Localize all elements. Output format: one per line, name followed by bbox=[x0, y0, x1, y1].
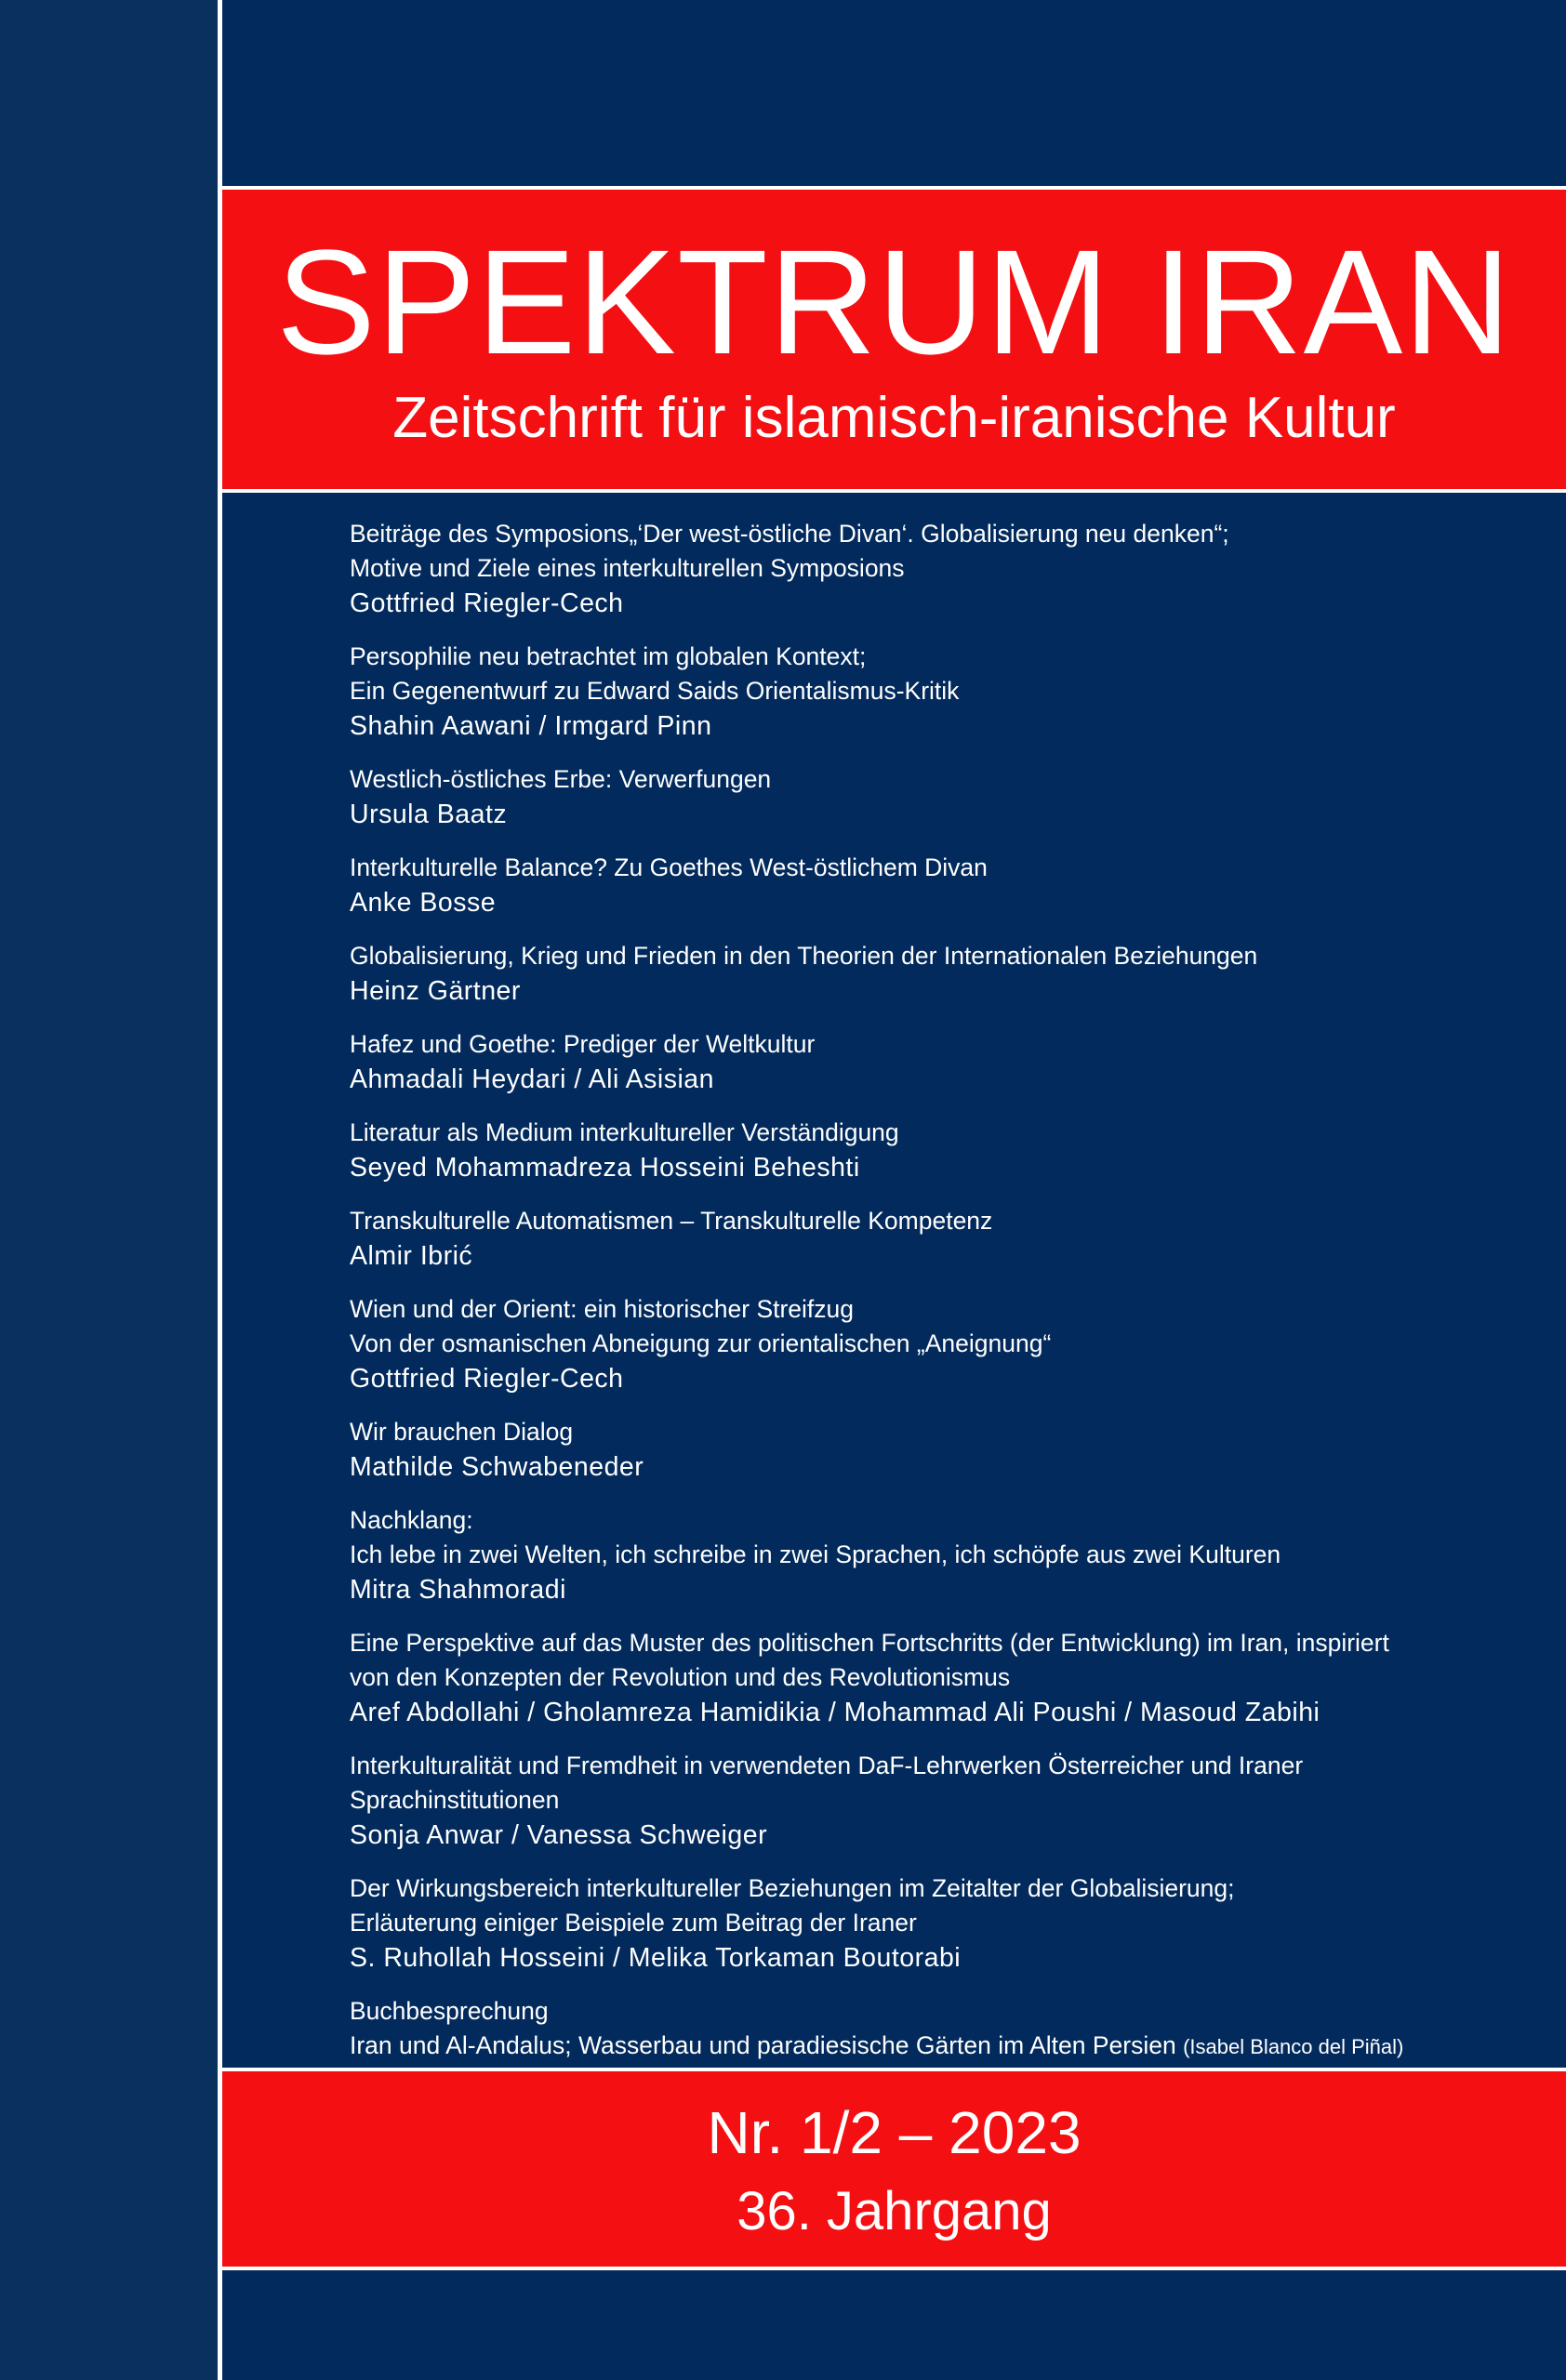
journal-subtitle: Zeitschrift für islamisch-iranische Kultur bbox=[392, 386, 1396, 450]
article-title-text: Beiträge des Symposions„‘Der west-östliche Divan‘. Globalisierung neu denken“; bbox=[350, 520, 1229, 548]
article-title-text: Persophilie neu betrachtet im globalen Kontext; bbox=[350, 642, 867, 670]
article-title-line bbox=[350, 1626, 1493, 1660]
article-title-text: Literatur als Medium interkultureller Verständigung bbox=[350, 1118, 899, 1146]
article-author: Mitra Shahmoradi bbox=[350, 1575, 566, 1605]
article-title-text: Von der osmanischen Abneigung zur orientalischen „Aneignung“ bbox=[350, 1329, 1052, 1357]
article-title-text: Iran und Al-Andalus; Wasserbau und paradiesische Gärten im Alten Persien bbox=[350, 2031, 1176, 2059]
toc-entry bbox=[350, 939, 1493, 1010]
article-title-line bbox=[350, 1292, 1493, 1327]
article-title-line bbox=[350, 939, 1493, 973]
article-author: Anke Bosse bbox=[350, 888, 497, 918]
article-title-line bbox=[350, 1783, 1493, 1818]
journal-title: SPEKTRUM IRAN bbox=[276, 218, 1512, 385]
article-author: Heinz Gärtner bbox=[350, 976, 521, 1006]
article-author: Aref Abdollahi / Gholamreza Hamidikia / Mohammad Ali Poushi / Masoud Zabihi bbox=[350, 1698, 1320, 1727]
article-title-line bbox=[350, 851, 1493, 885]
article-title-line bbox=[350, 1871, 1493, 1906]
article-title-text: Ich lebe in zwei Welten, ich schreibe in zwei Sprachen, ich schöpfe aus zwei Kulturen bbox=[350, 1540, 1281, 1568]
article-title-line bbox=[350, 1538, 1493, 1572]
article-author: Mathilde Schwabeneder bbox=[350, 1452, 644, 1482]
toc-entry bbox=[350, 1503, 1493, 1608]
article-author: Sonja Anwar / Vanessa Schweiger bbox=[350, 1820, 768, 1850]
article-title-text: Erläuterung einiger Beispiele zum Beitrag der Iraner bbox=[350, 1909, 917, 1937]
toc-entry bbox=[350, 1027, 1493, 1098]
article-title-text: Hafez und Goethe: Prediger der Weltkultur bbox=[350, 1030, 816, 1058]
toc-entry bbox=[350, 1415, 1493, 1486]
toc-entry bbox=[350, 1292, 1493, 1397]
article-author: Ursula Baatz bbox=[350, 800, 508, 829]
article-title-text: Nachklang: bbox=[350, 1506, 473, 1534]
article-title-line bbox=[350, 1116, 1493, 1150]
toc-entry bbox=[350, 1871, 1493, 1977]
article-title-line bbox=[350, 1906, 1493, 1940]
article-title-line bbox=[350, 1027, 1493, 1062]
article-title-text: Eine Perspektive auf das Muster des politischen Fortschritts (der Entwicklung) im Iran, inspiriert bbox=[350, 1629, 1389, 1657]
article-title-line bbox=[350, 551, 1493, 586]
toc-entry bbox=[350, 851, 1493, 921]
article-title-line bbox=[350, 674, 1493, 708]
volume-year: 36. Jahrgang bbox=[737, 2181, 1052, 2241]
article-title-text: Der Wirkungsbereich interkultureller Beziehungen im Zeitalter der Globalisierung; bbox=[350, 1874, 1235, 1902]
issue-banner bbox=[222, 2068, 1566, 2270]
title-banner bbox=[222, 186, 1566, 493]
toc-entry bbox=[350, 1204, 1493, 1275]
toc-entry bbox=[350, 1749, 1493, 1854]
article-title-line bbox=[350, 1994, 1493, 2029]
article-title-line bbox=[350, 1660, 1493, 1695]
toc-entry bbox=[350, 762, 1493, 833]
article-title-text: Globalisierung, Krieg und Frieden in den Theorien der Internationalen Beziehungen bbox=[350, 942, 1258, 970]
article-title-line bbox=[350, 640, 1493, 674]
toc-entry bbox=[350, 1116, 1493, 1186]
article-title-text: Westlich-östliches Erbe: Verwerfungen bbox=[350, 765, 772, 793]
article-title-line bbox=[350, 1415, 1493, 1449]
article-title-text: Sprachinstitutionen bbox=[350, 1786, 560, 1814]
article-title-line bbox=[350, 1749, 1493, 1783]
book-spine bbox=[0, 0, 218, 2380]
article-author: Shahin Aawani / Irmgard Pinn bbox=[350, 711, 712, 741]
article-title-line bbox=[350, 762, 1493, 797]
article-author: Gottfried Riegler-Cech bbox=[350, 1364, 624, 1394]
article-author: Gottfried Riegler-Cech bbox=[350, 588, 624, 618]
article-title-text: von den Konzepten der Revolution und des Revolutionismus bbox=[350, 1663, 1011, 1691]
book-author-note: (Isabel Blanco del Piñal) bbox=[1183, 2035, 1404, 2058]
toc-entry bbox=[350, 1626, 1493, 1731]
article-title-text: Motive und Ziele eines interkulturellen Symposions bbox=[350, 554, 905, 582]
article-author: S. Ruhollah Hosseini / Melika Torkaman Boutorabi bbox=[350, 1943, 962, 1973]
article-title-text: Buchbesprechung bbox=[350, 1997, 549, 2025]
article-title-text: Wien und der Orient: ein historischer Streifzug bbox=[350, 1295, 855, 1323]
article-title-text: Interkulturelle Balance? Zu Goethes West-östlichem Divan bbox=[350, 853, 988, 881]
issue-number: Nr. 1/2 – 2023 bbox=[707, 2099, 1082, 2166]
article-title-line bbox=[350, 517, 1493, 551]
article-author: Seyed Mohammadreza Hosseini Beheshti bbox=[350, 1153, 860, 1183]
article-title-text: Transkulturelle Automatismen – Transkulturelle Kompetenz bbox=[350, 1207, 993, 1235]
article-title-text: Interkulturalität und Fremdheit in verwendeten DaF-Lehrwerken Österreicher und Iraner bbox=[350, 1752, 1304, 1779]
toc-entry bbox=[350, 517, 1493, 622]
article-title-line bbox=[350, 1503, 1493, 1538]
article-author: Almir Ibrić bbox=[350, 1241, 473, 1271]
toc-entry bbox=[350, 640, 1493, 745]
article-title-line bbox=[350, 1204, 1493, 1238]
article-title-line bbox=[350, 2029, 1493, 2064]
article-title-text: Wir brauchen Dialog bbox=[350, 1418, 574, 1446]
article-title-line bbox=[350, 1327, 1493, 1361]
table-of-contents bbox=[350, 517, 1493, 2118]
article-title-text: Ein Gegenentwurf zu Edward Saids Orientalismus-Kritik bbox=[350, 677, 960, 705]
article-author: Ahmadali Heydari / Ali Asisian bbox=[350, 1064, 715, 1094]
